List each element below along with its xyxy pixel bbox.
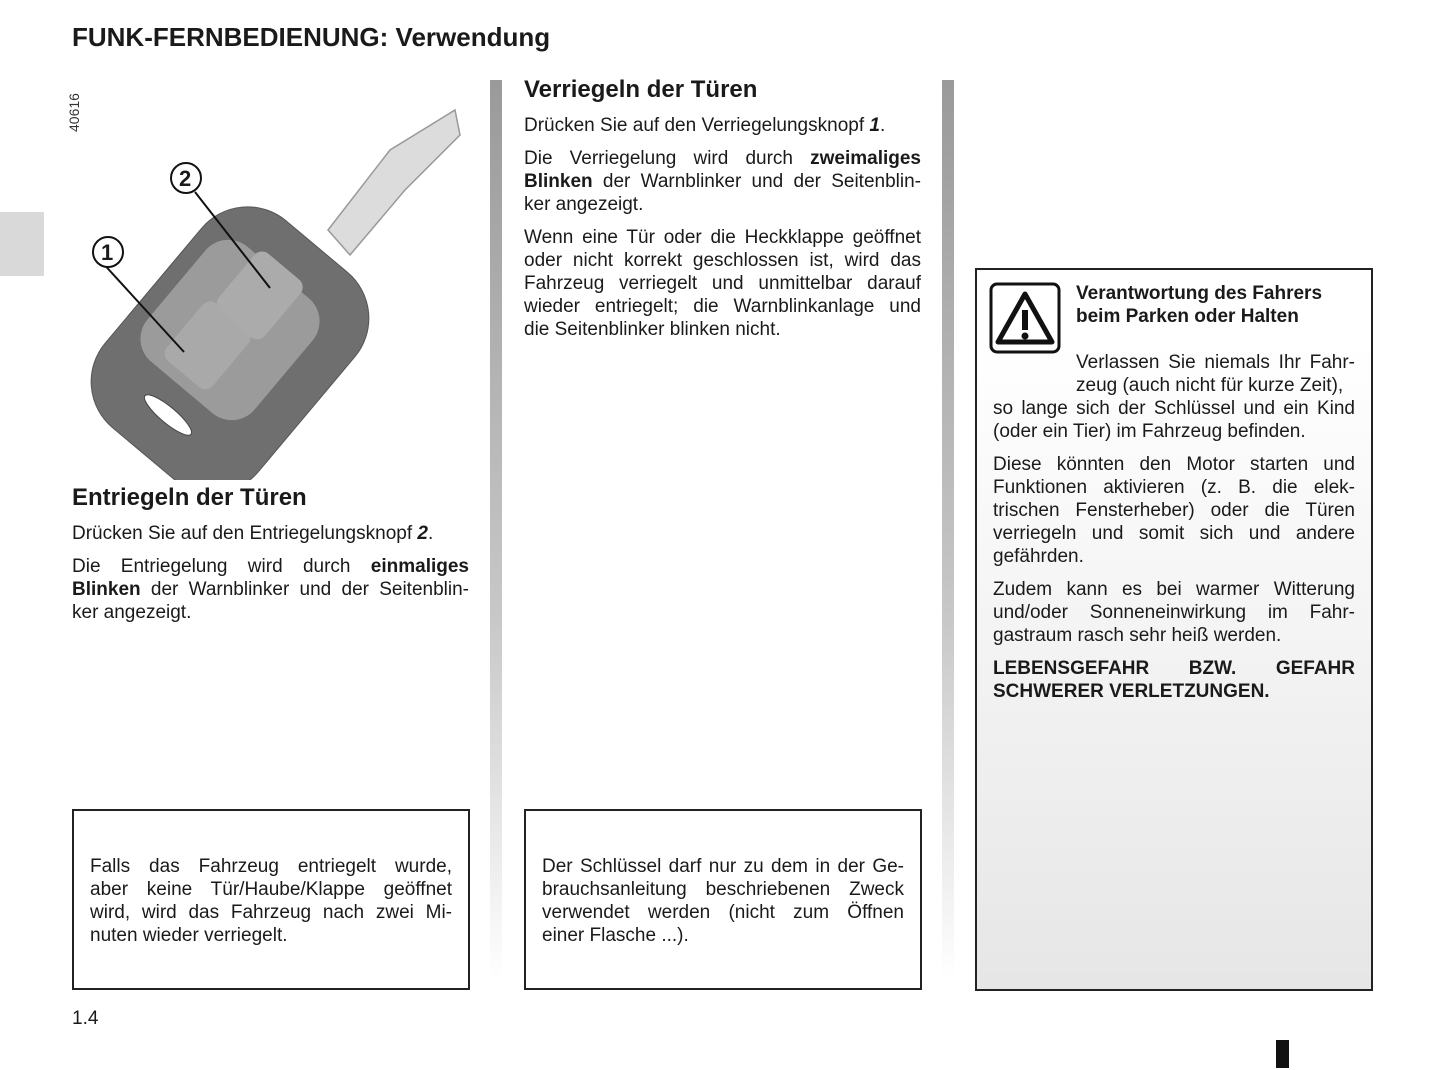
text-line — [993, 397, 1355, 420]
text-segment: LEBENSGEFAHR BZW. GEFAHR — [993, 658, 1355, 679]
paragraph — [993, 578, 1355, 647]
paragraph — [1076, 351, 1355, 397]
text-line — [542, 924, 904, 947]
text-line — [524, 170, 921, 193]
text-line — [524, 114, 921, 137]
text-segment: Die Verriegelung wird durch — [524, 148, 811, 169]
lock-section — [524, 76, 921, 351]
text-segment: trischen Fensterheber) oder die Türen — [993, 500, 1355, 521]
text-line — [524, 272, 921, 295]
text-segment: Die Entriegelung wird durch — [72, 556, 371, 577]
text-segment: brauchsanleitung beschriebenen Zweck — [542, 879, 904, 900]
text-segment: Drücken Sie auf den Entriegelungsknopf — [72, 523, 418, 544]
text-line — [524, 226, 921, 249]
text-segment: zeug (auch nicht für kurze Zeit), — [1076, 375, 1344, 396]
text-line — [524, 147, 921, 170]
paragraph — [524, 226, 921, 341]
text-segment: Wenn eine Tür oder die Heckklappe geöffnet — [524, 227, 921, 248]
column-separator — [490, 80, 502, 980]
text-segment: die Seitenblinker blinken nicht. — [524, 319, 781, 340]
paragraph — [993, 657, 1355, 703]
text-segment: Fahrzeug verriegelt und unmittelbar darauf — [524, 273, 921, 294]
key-illustration — [60, 80, 480, 480]
text-line — [993, 453, 1355, 476]
text-segment: aber keine Tür/Haube/Klappe geöffnet — [90, 879, 452, 900]
unlock-body — [72, 522, 469, 624]
text-segment: gefährden. — [993, 546, 1084, 567]
text-segment: wird, wird das Fahrzeug nach zwei Mi- — [90, 902, 452, 923]
text-line — [524, 193, 921, 216]
text-line — [524, 249, 921, 272]
text-segment: verriegeln und somit sich und andere — [993, 523, 1355, 544]
paragraph — [72, 522, 469, 545]
lock-heading: Verriegeln der Türen — [524, 76, 758, 103]
text-segment: . — [879, 115, 886, 136]
text-segment: Blinken — [72, 579, 141, 600]
unlock-note — [90, 855, 452, 947]
paragraph — [524, 114, 921, 137]
text-segment: ker angezeigt. — [72, 602, 192, 623]
text-segment: SCHWERER VERLETZUNGEN. — [993, 681, 1270, 702]
text-line — [72, 522, 469, 545]
text-segment: oder nicht korrekt geschlossen ist, wird das — [524, 250, 921, 271]
text-line — [542, 878, 904, 901]
callout-2: 2 — [179, 166, 192, 191]
text-line — [993, 476, 1355, 499]
page-number: 1.4 — [72, 1008, 99, 1029]
paragraph — [90, 855, 452, 947]
unlock-section — [72, 484, 469, 634]
text-line — [993, 601, 1355, 624]
text-line — [993, 545, 1355, 568]
text-segment: einmaliges — [370, 556, 469, 577]
text-segment: Diese könnten den Motor starten und — [993, 454, 1355, 475]
text-segment: zweimaliges — [810, 148, 921, 169]
paragraph — [993, 397, 1355, 443]
text-segment: Drücken Sie auf den Verriegelungsknopf — [524, 115, 870, 136]
paragraph — [542, 855, 904, 947]
text-segment: gastraum rasch sehr heiß werden. — [993, 625, 1282, 646]
remote-key-image — [60, 80, 480, 480]
text-segment: 1 — [869, 115, 880, 136]
text-line — [72, 578, 469, 601]
text-line — [90, 924, 452, 947]
text-segment: der Warnblinker und der Seitenblin- — [140, 579, 469, 600]
text-segment: Blinken — [524, 171, 593, 192]
unlock-heading: Entriegeln der Türen — [72, 484, 307, 511]
text-segment: (oder ein Tier) im Fahrzeug befinden. — [993, 421, 1306, 442]
text-segment: Falls das Fahrzeug entriegelt wurde, — [90, 856, 452, 877]
text-line — [90, 855, 452, 878]
text-segment: . — [427, 523, 434, 544]
text-line — [993, 680, 1355, 703]
page-title: FUNK-FERNBEDIENUNG: Verwendung — [72, 22, 551, 52]
text-line — [72, 601, 469, 624]
text-segment: einer Flasche ...). — [542, 925, 689, 946]
paragraph — [524, 147, 921, 216]
text-segment: wieder entriegelt; die Warnblinkanlage und — [524, 296, 921, 317]
callout-1: 1 — [101, 240, 114, 265]
text-line — [993, 578, 1355, 601]
text-line — [1076, 374, 1355, 397]
warning-title: Verantwortung des Fahrers — [1076, 283, 1323, 304]
text-line — [993, 499, 1355, 522]
text-segment: Zudem kann es bei warmer Witterung — [993, 579, 1355, 600]
text-segment: so lange sich der Schlüssel und ein Kind — [993, 398, 1355, 419]
section-tab — [0, 212, 44, 276]
warning-intro — [1076, 351, 1355, 397]
warning-title: beim Parken oder Halten — [1076, 306, 1299, 327]
text-segment: Der Schlüssel darf nur zu dem in der Ge- — [542, 856, 904, 877]
lock-note — [542, 855, 904, 947]
warning-box — [975, 268, 1373, 991]
text-segment: und/oder Sonneneinwirkung im Fahr- — [993, 602, 1355, 623]
paragraph — [993, 453, 1355, 568]
text-segment: verwendet werden (nicht zum Öffnen — [542, 902, 904, 923]
text-segment: der Warnblinker und der Seitenblin- — [592, 171, 921, 192]
lock-body — [524, 114, 921, 341]
text-segment: 2 — [417, 523, 428, 544]
text-segment: Verlassen Sie niemals Ihr Fahr- — [1076, 352, 1355, 373]
text-segment: nuten wieder verriegelt. — [90, 925, 288, 946]
text-segment: ker angezeigt. — [524, 194, 644, 215]
warning-triangle-icon — [989, 282, 1061, 354]
text-line — [542, 901, 904, 924]
figure-ref: 40616 — [66, 93, 82, 132]
lock-note-box — [524, 809, 922, 990]
text-segment: Funktionen aktivieren (z. B. die elek- — [993, 477, 1355, 498]
text-line — [1076, 351, 1355, 374]
text-line — [524, 318, 921, 341]
text-line — [993, 522, 1355, 545]
text-line — [90, 901, 452, 924]
text-line — [72, 555, 469, 578]
text-line — [993, 420, 1355, 443]
column-separator — [942, 80, 954, 980]
page-edge-marker — [1276, 1040, 1289, 1068]
text-line — [90, 878, 452, 901]
warning-body — [993, 397, 1355, 703]
text-line — [524, 295, 921, 318]
text-line — [542, 855, 904, 878]
unlock-note-box — [72, 809, 470, 990]
paragraph — [72, 555, 469, 624]
text-line — [993, 624, 1355, 647]
text-line — [993, 657, 1355, 680]
